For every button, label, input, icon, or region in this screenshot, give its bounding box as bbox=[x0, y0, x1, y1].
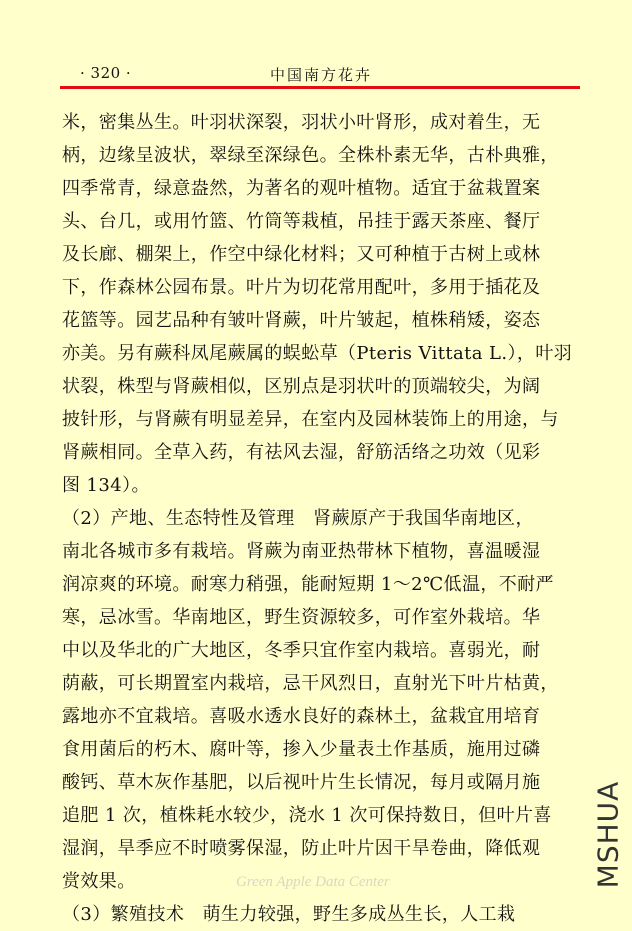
text-line: 头、台几，或用竹篮、竹筒等栽植，吊挂于露天茶座、餐厅 bbox=[62, 211, 541, 232]
text-line: 食用菌后的朽木、腐叶等，掺入少量表土作基质，施用过磷 bbox=[62, 739, 541, 760]
text-line: 酸钙、草木灰作基肥，以后视叶片生长情况，每月或隔月施 bbox=[62, 772, 541, 793]
text-line: 披针形，与肾蕨有明显差异，在室内及园林装饰上的用途，与 bbox=[62, 409, 559, 430]
side-watermark-text: MSHUA bbox=[591, 780, 625, 889]
text-line: 露地亦不宜栽培。喜吸水透水良好的森林土，盆栽宜用培育 bbox=[62, 706, 541, 727]
header-divider bbox=[60, 86, 580, 89]
text-line: 柄，边缘呈波状，翠绿至深绿色。全株朴素无华，古朴典雅， bbox=[62, 145, 559, 166]
text-line: 下，作森林公园布景。叶片为切花常用配叶，多用于插花及 bbox=[62, 277, 541, 298]
running-title: 中国南方花卉 bbox=[270, 66, 373, 84]
text-line: 荫蔽，可长期置室内栽培，忌干风烈日，直射光下叶片枯黄， bbox=[62, 673, 559, 694]
paragraph-heading-line: （2）产地、生态特性及管理 肾蕨原产于我国华南地区， bbox=[62, 508, 534, 529]
bottom-watermark: Green Apple Data Center bbox=[236, 874, 390, 890]
body-text bbox=[62, 106, 580, 931]
page-header bbox=[0, 62, 632, 88]
text-line: 湿润，旱季应不时喷雾保湿，防止叶片因干旱卷曲，降低观 bbox=[62, 838, 541, 859]
text-line: 肾蕨相同。全草入药，有祛风去湿，舒筋活络之功效（见彩 bbox=[62, 442, 541, 463]
text-line: 中以及华北的广大地区，冬季只宜作室内栽培。喜弱光，耐 bbox=[62, 640, 541, 661]
text-line: 花篮等。园艺品种有皱叶肾蕨，叶片皱起，植株稍矮，姿态 bbox=[62, 310, 541, 331]
text-line: 亦美。另有蕨科凤尾蕨属的蜈蚣草（Pteris Vittata L.），叶羽 bbox=[62, 343, 573, 364]
text-line: 米，密集丛生。叶羽状深裂，羽状小叶肾形，成对着生，无 bbox=[62, 112, 541, 133]
page-number: · 320 · bbox=[80, 64, 132, 82]
paragraph-heading-line: （3）繁殖技术 萌生力较强，野生多成丛生长，人工栽 bbox=[62, 904, 516, 925]
text-line: 南北各城市多有栽培。肾蕨为南亚热带林下植物，喜温暖湿 bbox=[62, 541, 541, 562]
text-line: 状裂，株型与肾蕨相似，区别点是羽状叶的顶端较尖，为阔 bbox=[62, 376, 541, 397]
text-line: 赏效果。 bbox=[62, 871, 136, 892]
text-line: 润凉爽的环境。耐寒力稍强，能耐短期 1～2℃低温，不耐严 bbox=[62, 574, 554, 595]
text-line: 寒，忌冰雪。华南地区，野生资源较多，可作室外栽培。华 bbox=[62, 607, 541, 628]
text-line: 四季常青，绿意盎然，为著名的观叶植物。适宜于盆栽置案 bbox=[62, 178, 541, 199]
text-line: 追肥 1 次，植株耗水较少，浇水 1 次可保持数日，但叶片喜 bbox=[62, 805, 552, 826]
text-line: 及长廊、棚架上，作空中绿化材料；又可种植于古树上或林 bbox=[62, 244, 541, 265]
side-watermark bbox=[590, 778, 630, 888]
text-line: 图 134）。 bbox=[62, 475, 150, 496]
